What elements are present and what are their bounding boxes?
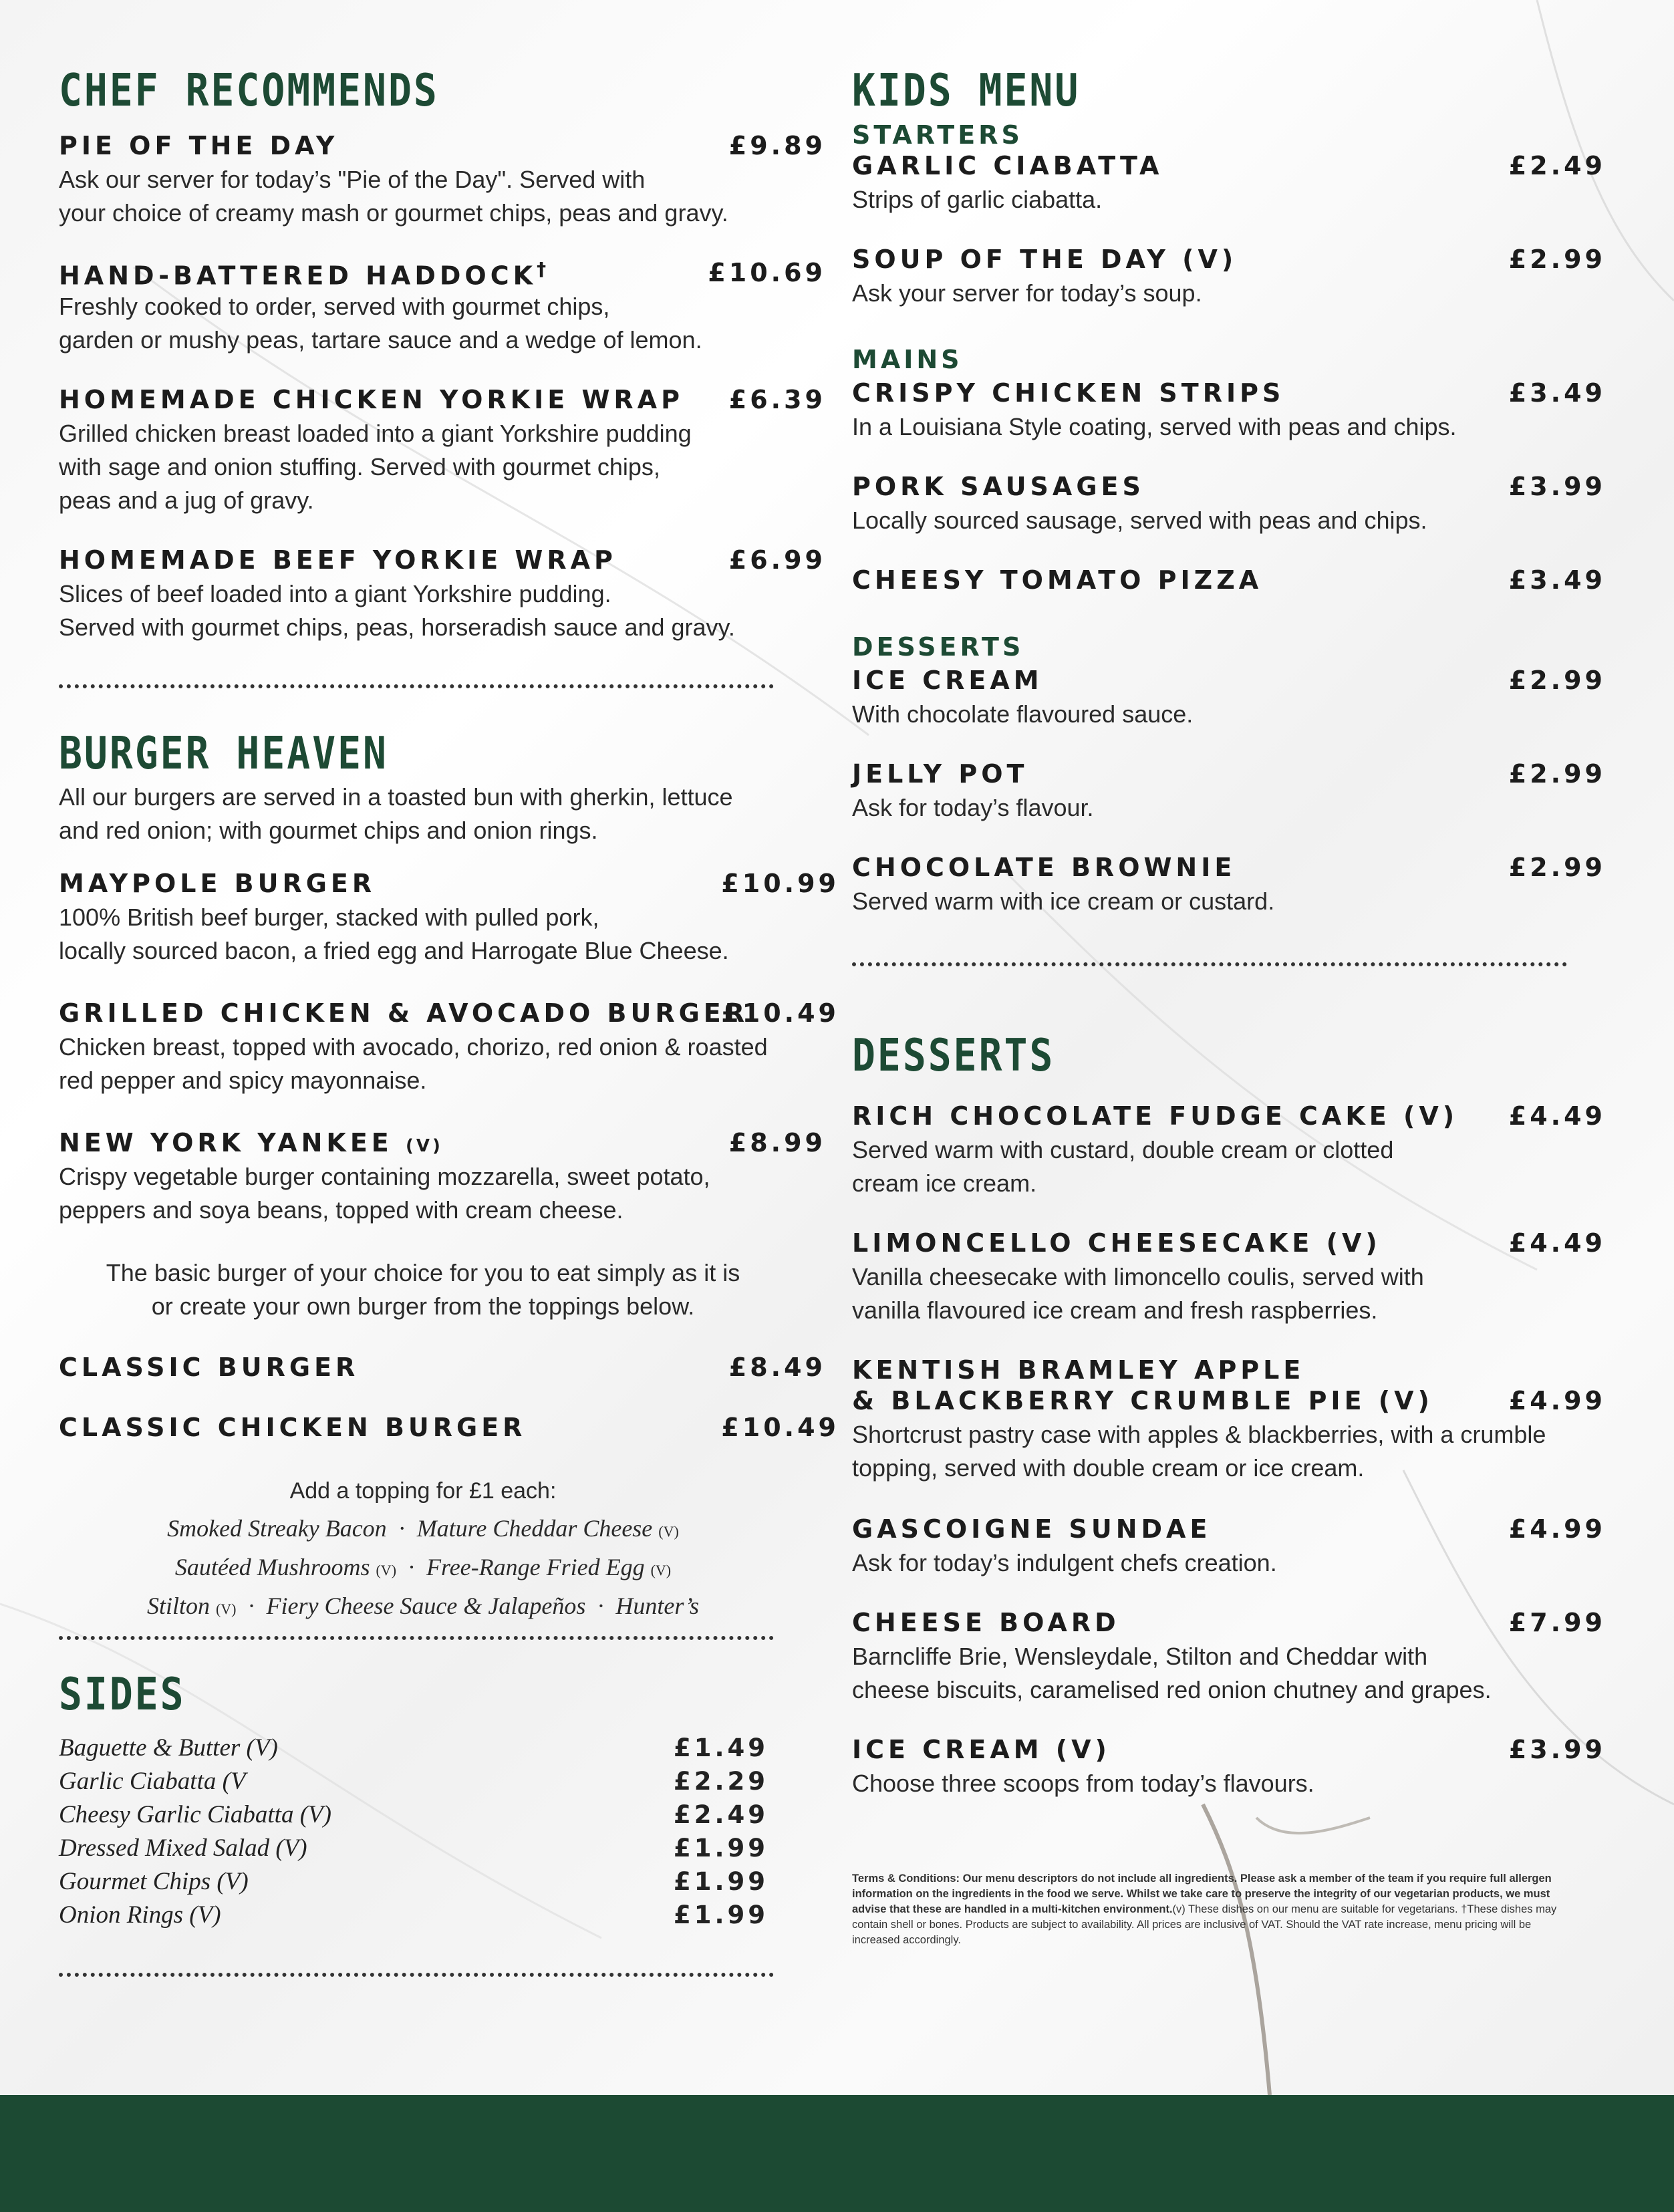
- item-price: £10.69: [708, 258, 826, 287]
- side-price: £1.99: [673, 1834, 769, 1862]
- item-description: Locally sourced sausage, served with peas and chips.: [852, 507, 1427, 534]
- mains-label: MAINS: [852, 345, 963, 374]
- item-description: Freshly cooked to order, served with gourmet chips, garden or mushy peas, tartare sauce and a wedge of lemon.: [59, 293, 702, 354]
- basic-burger-note: The basic burger of your choice for you to eat simply as it is or create your own burger from the toppings below.: [106, 1259, 740, 1320]
- item-price: £2.49: [1508, 151, 1606, 180]
- item-description: Vanilla cheesecake with limoncello coulis, served with vanilla flavoured ice cream and fresh raspberries.: [852, 1263, 1424, 1324]
- footer-band: [0, 2095, 1674, 2212]
- item-price: £10.49: [721, 998, 839, 1028]
- item-price: £3.99: [1508, 1735, 1606, 1764]
- item-description: Strips of garlic ciabatta.: [852, 186, 1103, 213]
- item-price: £2.99: [1508, 666, 1606, 695]
- list-item: [59, 1834, 769, 1867]
- item-price: £9.89: [728, 131, 826, 160]
- item-description: Chicken breast, topped with avocado, chorizo, red onion & roasted red pepper and spicy mayonnaise.: [59, 1033, 768, 1094]
- item-name: ICE CREAM: [852, 666, 1043, 695]
- toppings-line: Smoked Streaky Bacon · Mature Cheddar Cheese (V): [167, 1515, 679, 1542]
- side-price: £2.29: [673, 1767, 769, 1796]
- item-description: In a Louisiana Style coating, served with peas and chips.: [852, 413, 1457, 440]
- item-name: SOUP OF THE DAY (V): [852, 245, 1238, 274]
- item-description: With chocolate flavoured sauce.: [852, 700, 1194, 728]
- item-name: LIMONCELLO CHEESECAKE (V): [852, 1228, 1381, 1258]
- item-description: 100% British beef burger, stacked with pulled pork, locally sourced bacon, a fried egg and Harrogate Blue Cheese.: [59, 904, 729, 964]
- divider: [59, 1636, 774, 1640]
- side-price: £1.99: [673, 1901, 769, 1929]
- list-item: [59, 1767, 769, 1800]
- item-description: Shortcrust pastry case with apples & blackberries, with a crumble topping, served with double cream or ice cream.: [852, 1421, 1546, 1482]
- item-name: GASCOIGNE SUNDAE: [852, 1514, 1212, 1544]
- side-name: Onion Rings (V): [59, 1901, 221, 1929]
- item-name: JELLY POT: [852, 759, 1028, 789]
- item-name: HOMEMADE BEEF YORKIE WRAP: [59, 545, 617, 575]
- side-price: £1.99: [673, 1867, 769, 1896]
- item-name: CHEESY TOMATO PIZZA: [852, 565, 1263, 595]
- item-price: £4.49: [1508, 1101, 1606, 1131]
- item-name: CRISPY CHICKEN STRIPS: [852, 378, 1285, 408]
- chef-recommends-title: CHEF RECOMMENDS: [59, 64, 439, 117]
- item-description: Crispy vegetable burger containing mozzarella, sweet potato, peppers and soya beans, topped with cream cheese.: [59, 1163, 710, 1224]
- burger-intro: All our burgers are served in a toasted bun with gherkin, lettuce and red onion; with gourmet chips and onion rings.: [59, 783, 733, 844]
- item-name: HAND-BATTERED HADDOCK†: [59, 258, 551, 291]
- item-name: PIE OF THE DAY: [59, 131, 339, 160]
- toppings-line: Stilton (V) · Fiery Cheese Sauce & Jalapeños · Hunter’s: [146, 1593, 700, 1619]
- item-price: £2.99: [1508, 245, 1606, 274]
- burger-heaven-title: BURGER HEAVEN: [59, 727, 388, 780]
- list-item: [59, 1734, 769, 1767]
- item-description: Served warm with custard, double cream or clotted cream ice cream.: [852, 1136, 1394, 1197]
- item-name: RICH CHOCOLATE FUDGE CAKE (V): [852, 1101, 1459, 1131]
- item-price: £3.99: [1508, 472, 1606, 501]
- item-description: Served warm with ice cream or custard.: [852, 887, 1275, 915]
- item-price: £2.99: [1508, 759, 1606, 789]
- item-price: £2.99: [1508, 853, 1606, 882]
- item-name: GARLIC CIABATTA: [852, 151, 1163, 180]
- item-description: Ask our server for today’s "Pie of the Day". Served with your choice of creamy mash or gourmet chips, peas and gravy.: [59, 166, 728, 227]
- side-name: Cheesy Garlic Ciabatta (V): [59, 1801, 331, 1828]
- item-name: NEW YORK YANKEE (V): [59, 1128, 443, 1157]
- side-name: Baguette & Butter (V): [59, 1734, 278, 1762]
- item-name: HOMEMADE CHICKEN YORKIE WRAP: [59, 385, 684, 414]
- side-price: £2.49: [673, 1800, 769, 1829]
- item-price: £10.99: [721, 869, 839, 898]
- item-price: £7.99: [1508, 1608, 1606, 1637]
- list-item: [59, 1901, 769, 1934]
- item-name: PORK SAUSAGES: [852, 472, 1145, 501]
- side-name: Garlic Ciabatta (V: [59, 1768, 246, 1795]
- item-name: CHOCOLATE BROWNIE: [852, 853, 1236, 882]
- topping-heading: Add a topping for £1 each:: [289, 1478, 557, 1504]
- item-name: CLASSIC CHICKEN BURGER: [59, 1413, 527, 1442]
- item-name: KENTISH BRAMLEY APPLE: [852, 1355, 1305, 1385]
- item-description: Grilled chicken breast loaded into a giant Yorkshire pudding with sage and onion stuffing. Served with gourmet chips, peas and a jug of gravy.: [59, 420, 692, 514]
- item-name: CHEESE BOARD: [852, 1608, 1120, 1637]
- side-name: Dressed Mixed Salad (V): [59, 1834, 307, 1862]
- item-price: £4.99: [1508, 1386, 1606, 1415]
- kids-menu-title: KIDS MENU: [852, 64, 1081, 117]
- list-item: [59, 1800, 769, 1834]
- sides-title: SIDES: [59, 1668, 186, 1721]
- item-description: Ask for today’s indulgent chefs creation.: [852, 1549, 1277, 1576]
- item-price: £8.49: [728, 1353, 826, 1382]
- item-price: £3.49: [1508, 565, 1606, 595]
- desserts-title: DESSERTS: [852, 1029, 1055, 1082]
- divider: [59, 684, 774, 688]
- item-name: CLASSIC BURGER: [59, 1353, 360, 1382]
- item-description: Barncliffe Brie, Wensleydale, Stilton and Cheddar with cheese biscuits, caramelised red onion chutney and grapes.: [852, 1643, 1492, 1703]
- item-description: Ask for today’s flavour.: [852, 794, 1094, 821]
- item-name-line2: & BLACKBERRY CRUMBLE PIE (V): [852, 1386, 1433, 1415]
- divider: [852, 962, 1567, 966]
- item-description: Ask your server for today’s soup.: [852, 279, 1202, 307]
- side-price: £1.49: [673, 1734, 769, 1762]
- item-price: £6.99: [728, 545, 826, 575]
- item-price: £10.49: [721, 1413, 839, 1442]
- starters-label: STARTERS: [852, 120, 1023, 150]
- item-name: GRILLED CHICKEN & AVOCADO BURGER: [59, 998, 749, 1028]
- divider: [59, 1973, 774, 1977]
- item-description: Slices of beef loaded into a giant Yorkshire pudding. Served with gourmet chips, peas, horseradish sauce and gravy.: [59, 580, 735, 641]
- item-price: £8.99: [728, 1128, 826, 1157]
- item-price: £4.99: [1508, 1514, 1606, 1544]
- item-name: ICE CREAM (V): [852, 1735, 1111, 1764]
- side-name: Gourmet Chips (V): [59, 1868, 249, 1895]
- desserts-label: DESSERTS: [852, 632, 1024, 662]
- toppings-line: Sautéed Mushrooms (V) · Free-Range Fried Egg (V): [174, 1554, 672, 1580]
- item-description: Choose three scoops from today’s flavours.: [852, 1770, 1314, 1797]
- item-price: £6.39: [728, 385, 826, 414]
- item-price: £3.49: [1508, 378, 1606, 408]
- terms-and-conditions: Terms & Conditions: Our menu descriptors do not include all ingredients. Please ask a member of the team if you require full allergen information on the ingredients in the food we serve. Whilst we take care to preserve the integrity of our vegetarian products, we must advise that these are handled in a multi-kitchen environment.(v) These dishes on our menu are suitable for vegetarians. †These dishes may contain shell or bones. Products are subject to availability. All prices are inclusive of VAT. Should the VAT rate increase, menu pricing will be increased accordingly.: [852, 1873, 1557, 1946]
- list-item: [59, 1867, 769, 1901]
- item-price: £4.49: [1508, 1228, 1606, 1258]
- item-name: MAYPOLE BURGER: [59, 869, 376, 898]
